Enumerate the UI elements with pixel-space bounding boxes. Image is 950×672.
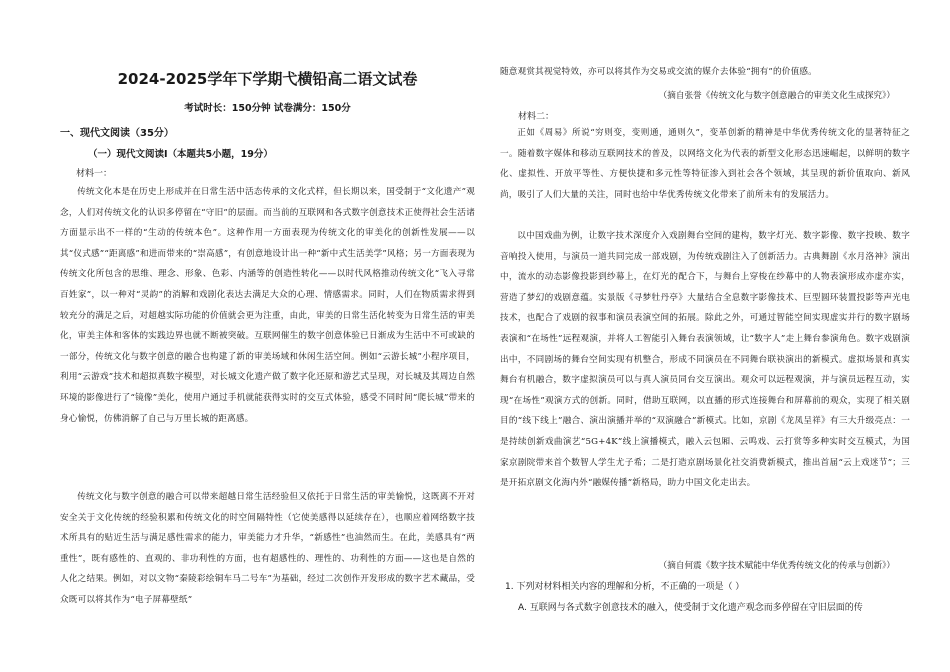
sub-heading: （一）现代文阅读Ⅰ（本题共5小题，19分）	[88, 149, 273, 160]
exam-meta: 考试时长：150分钟 试卷满分：150分	[184, 103, 351, 114]
source-citation-2: （摘自何震《数字技术赋能中华优秀传统文化的传承与创新》）	[658, 561, 895, 571]
continued-text: 随意观赏其视觉特效，亦可以将其作为交易或交流的媒介去体验“拥有”的价值感。	[500, 67, 817, 77]
material1-label: 材料一：	[76, 169, 113, 179]
material2-paragraph-1: 正如《周易》所说“穷则变，变则通，通则久”，变革创新的精神是中华优秀传统文化的显著特征之一。随着数字媒体和移动互联网技术的普及，以网络文化为代表的新型文化形态迅速崛起，以鲜明的数字化、虚拟性、开放平等性、方便快捷和多元性等特征渗入到社会各个领域，其呈现的新价值取向、新风尚，吸引了人们大量的关注，同时也给中华优秀传统文化带来了前所未有的发展活力。	[500, 128, 910, 200]
question-1-option-a: A. 互联网与各式数字创意技术的融入，使受制于文化遗产观念而多停留在守旧层面的传	[518, 603, 863, 613]
material2-label: 材料二：	[518, 112, 555, 122]
question-1: 1. 下列对材料相关内容的理解和分析，不正确的一项是（ ）	[505, 582, 745, 592]
material1-paragraph-1: 传统文化本是在历史上形成并在日常生活中活态传承的文化式样，但长期以来，国受制于“文化遗产”观念，人们对传统文化的认识多停留在“守旧”的层面。而当前的互联网和各式数字创意技术正使得社会生活诸方面显示出不一样的“生动的传统本色”。这种作用一方面表现为传统文化的审美化的创新性发展——以其“仪式感”“距离感”和进而带来的“崇高感”，有创意地设计出一种“新中式生活美学”风格；另一方面表现为传统文化所包含的思维、理念、形象、色彩、内涵等的创造性转化——以时代风格推动传统文化“飞入寻常百姓家”，以一种对“灵韵”的消解和戏剧化表达去满足大众的心理、情感需求。同时，人们在物质需求得到较充分的满足之后，对超越实际功能的价值就会更为注重，由此，审美的日常生活化转变为日常生活的审美化，审美主体和客体的实践边界也就不断被突破。互联网催生的数字创意体验已日渐成为生活中不可或缺的一部分，传统文化与数字创意的融合也构建了新的审美场域和休闲生活空间。例如“云游长城”小程序项目，利用“云游戏”技术和超拟真数字模型，对长城文化遗产做了数字化还原和游艺式呈现，对长城及其周边自然环境的影像进行了“镜像”美化，使用户通过手机就能获得实时的交互式体验，感受不同时间“爬长城”带来的身心愉悦，仿佛消解了自己与万里长城的距离感。	[60, 187, 475, 424]
material1-paragraph-2: 传统文化与数字创意的融合可以带来超越日常生活经验但又依托于日常生活的审美愉悦，这既离不开对安全关于文化传统的经验积累和传统文化的时空间隔特性（它使美感得以延续存在），也顺应着网络数字技术所具有的贴近生活与满足感性需求的能力，审美能力才升华，“新感性”也油然而生。在此，美感具有“两重性”，既有感性的、直观的、非功利性的方面，也有超感性的、理性的、功利性的方面——这也是自然的人化之结果。例如，对以文物“秦陵彩绘铜车马二号车”为基础，经过二次创作开发形成的数字艺术藏品，受众既可以将其作为“电子屏幕壁纸”	[60, 492, 475, 605]
source-citation-1: （摘自张誉《传统文化与数字创意融合的审美文化生成探究》）	[658, 91, 895, 101]
material2-paragraph-2: 以中国戏曲为例，让数字技术深度介入戏剧舞台空间的建构，数字灯光、数字影像、数字投映、数字音响投入使用，与演员一道共同完成一部戏剧，为传统戏剧注入了创新活力。古典舞剧《水月洛神》演出中，流水的动态影像投影到纱幕上，在灯光的配合下，与舞台上穿梭在纱幕中的人物表演形成亦虚亦实，营造了梦幻的戏剧意蕴。实景版《寻梦牡丹亭》大量结合全息数字影像技术、巨型圆环装置投影等声光电技术，也配合了戏剧的叙事和演员表演空间的拓展。除此之外，可通过智能空间实现虚实并行的数字剧场表演和“在场性”远程观演，并将人工智能引入舞台表演领域，让“数字人”走上舞台参演角色。数字戏剧演出中，不同剧场的舞台空间实现有机整合，形成不同演员在不同舞台联袂演出的新模式。虚拟场景和真实舞台有机融合，数字虚拟演员可以与真人演员同台交互演出。观众可以远程观演，并与演员远程互动，实现“在场性”观演方式的创新。同时，借助互联网，以直播的形式连接舞台和屏幕前的观众，实现了相关剧目的“线下线上”融合、演出演播并举的“双演融合”新模式。比如，京剧《龙凤呈祥》有三大升级亮点：一是持续创新戏曲演艺“5G+4K”线上演播模式，融入云包厢、云鸣戏、云打赏等多种实时交互模式，为国家京剧院带来首个数智人学生尤子希；二是打造京剧场景化社交消费新模式，推出首届“云上戏迷节”；三是开拓京剧文化海内外“融媒传播”新格局，助力中国文化走出去。	[500, 231, 910, 489]
exam-title: 2024-2025学年下学期弋横铅高二语文试卷	[117, 70, 418, 88]
section-heading: 一、现代文阅读（35分）	[60, 128, 174, 139]
